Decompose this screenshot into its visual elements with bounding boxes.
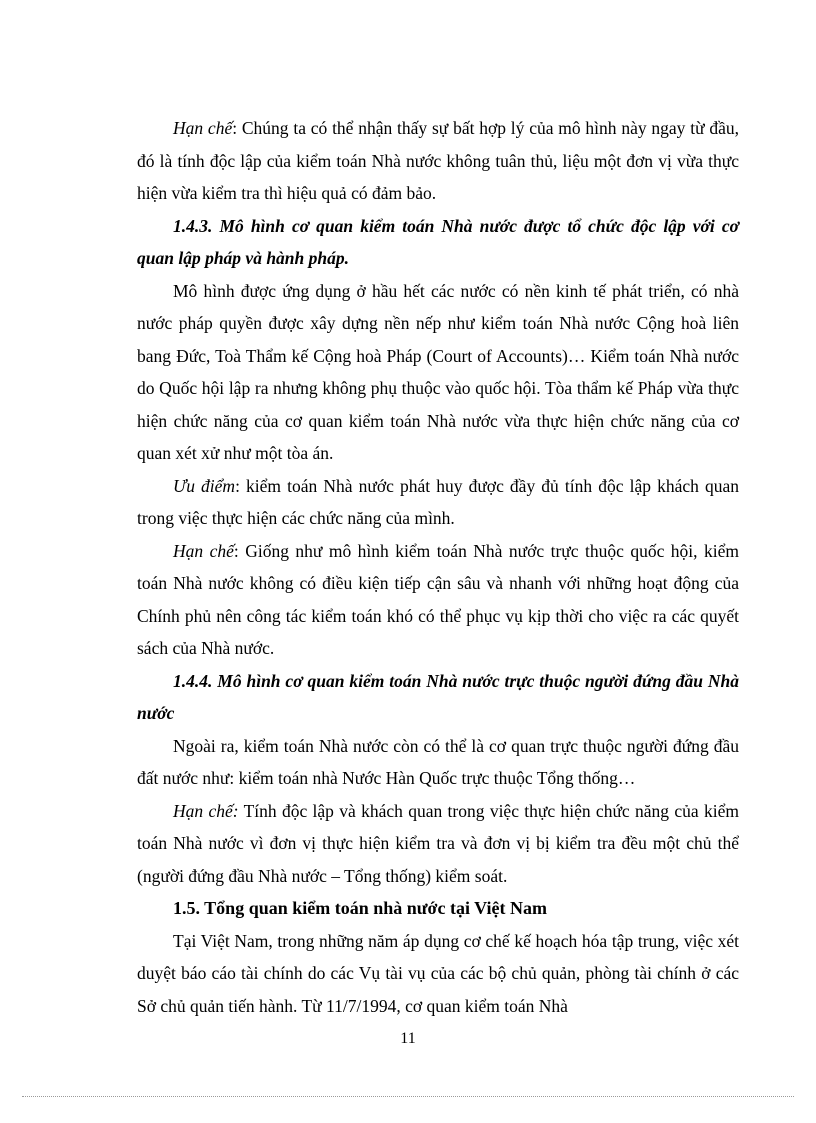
lead-label: Hạn chế	[173, 540, 234, 561]
paragraph-mo-hinh-doc-lap	[137, 275, 739, 470]
paragraph-han-che-2	[137, 535, 739, 665]
lead-label: Hạn chế:	[173, 800, 239, 821]
lead-label: Hạn chế	[173, 118, 233, 138]
paragraph-han-che-1	[137, 112, 739, 210]
heading-1-4-4: 1.4.4. Mô hình cơ quan kiểm toán Nhà nước trực thuộc người đứng đầu Nhà nước	[137, 670, 739, 723]
heading-1-4-3: 1.4.3. Mô hình cơ quan kiểm toán Nhà nước được tổ chức độc lập với cơ quan lập pháp và hành pháp.	[137, 215, 739, 268]
paragraph-uu-diem	[137, 470, 739, 535]
paragraph-text: : kiểm toán Nhà nước phát huy được đầy đủ tính độc lập khách quan trong việc thực hiện các chức năng của mình.	[137, 475, 739, 528]
paragraph-ngoai-ra	[137, 730, 739, 795]
page-bottom-divider	[22, 1096, 794, 1097]
paragraph-tai-viet-nam	[137, 925, 739, 1023]
paragraph-han-che-3	[137, 795, 739, 893]
paragraph-text: : Chúng ta có thể nhận thấy sự bất hợp lý của mô hình này ngay từ đầu, đó là tính độc lập của kiểm toán Nhà nước không tuân thủ, liệu một đơn vị vừa thực hiện vừa kiểm tra thì hiệu quả có đảm bảo.	[137, 118, 739, 203]
lead-label: Ưu điểm	[173, 475, 236, 496]
paragraph-text: Tính độc lập và khách quan trong việc thực hiện chức năng của kiểm toán Nhà nước vì đơn vị thực hiện kiểm tra và đơn vị bị kiểm tra đều một chủ thể (người đứng đầu Nhà nước – Tổng thống) kiểm soát.	[137, 800, 739, 886]
page-number: 11	[400, 1030, 416, 1047]
paragraph-text: Ngoài ra, kiểm toán Nhà nước còn có thể là cơ quan trực thuộc người đứng đầu đất nước như: kiểm toán nhà Nước Hàn Quốc trực thuộc Tổng thống…	[137, 735, 739, 788]
paragraph-text: : Giống như mô hình kiểm toán Nhà nước trực thuộc quốc hội, kiểm toán Nhà nước không có điều kiện tiếp cận sâu và nhanh với những hoạt động của Chính phủ nên công tác kiểm toán khó có thể phục vụ kịp thời cho việc ra các quyết sách của Nhà nước.	[137, 540, 739, 658]
heading-1-5: 1.5. Tổng quan kiểm toán nhà nước tại Việt Nam	[173, 898, 547, 918]
paragraph-text: Mô hình được ứng dụng ở hầu hết các nước có nền kinh tế phát triển, có nhà nước pháp quyền được xây dựng nền nếp như kiểm toán Nhà nước Cộng hoà liên bang Đức, Toà Thẩm kế Cộng hoà Pháp (Court of Accounts)… Kiểm toán Nhà nước do Quốc hội lập ra nhưng không phụ thuộc vào quốc hội. Tòa thẩm kế Pháp vừa thực hiện chức năng của cơ quan kiểm toán Nhà nước vừa thực hiện chức năng của cơ quan xét xử như một tòa án.	[137, 280, 739, 463]
paragraph-text: Tại Việt Nam, trong những năm áp dụng cơ chế kế hoạch hóa tập trung, việc xét duyệt báo cáo tài chính do các Vụ tài vụ của các bộ chủ quản, phòng tài chính ở các Sở chủ quản tiến hành. Từ 11/7/1994, cơ quan kiểm toán Nhà	[137, 930, 739, 1016]
document-body	[137, 112, 739, 1022]
